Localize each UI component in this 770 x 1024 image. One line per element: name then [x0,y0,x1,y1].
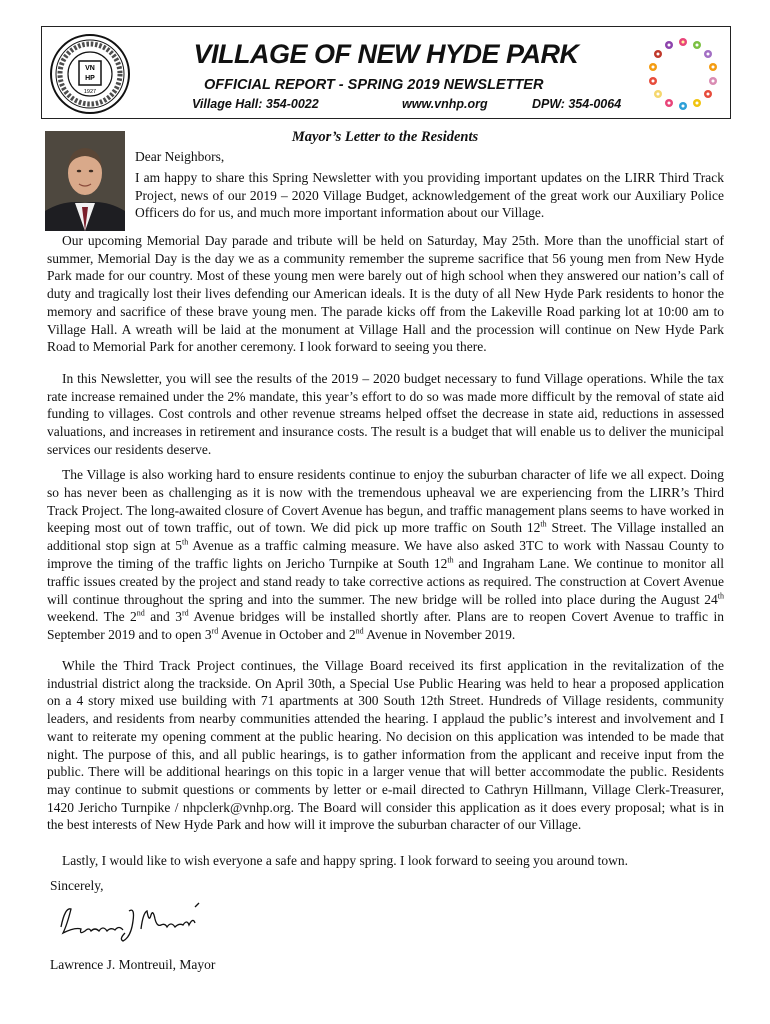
svg-text:VN: VN [85,65,95,72]
signature-icon [55,897,215,947]
village-hall-phone: Village Hall: 354-0022 [192,97,319,111]
flower-ring-icon [642,35,724,113]
mayor-portrait [45,131,125,231]
sign-off: Sincerely, [50,878,104,893]
dpw-phone: DPW: 354-0064 [532,97,622,111]
budget-paragraph: In this Newsletter, you will see the results of the 2019 – 2020 budget necessary to fund Village operations. While the tax rate increase remained under the 2% mandate, this year’s effort to do so was made more difficult by the removal of state aid funding to villages. Cost controls and other revenue streams helped offset the decrease in state aid, reductions in assessed valuations, and increases in retirement and insurance costs. The result is a budget that will enable us to deliver the municipal services our residents deserve. [47,371,724,457]
memorial-day-paragraph: Our upcoming Memorial Day parade and tribute will be held on Saturday, May 25th. More than the unofficial start of summer, Memorial Day is the day we as a community remember the supreme sacrifice that 56 young men from New Hyde Park made for our country. Most of these young men were barely out of high school when they answered our nation’s call of duty and tragically lost their lives defending our American ideals. It is the duty of all New Hyde Park residents to honor the memory and sacrifice of these brave young men. The parade kicks off from the Lakeville Road parking lot at 10:00 am to Village Hall. A wreath will be laid at the monument at Village Hall and the procession will continue on New Hyde Park Road to Memorial Park for another ceremony. I look forward to seeing you there. [47,233,724,355]
public-hearing-paragraph: While the Third Track Project continues, the Village Board received its first application in the revitalization of the industrial district along the trackside. On April 30th, a Special Use Public Hearing was held to hear a proposed application on a 4 story mixed use building with 71 apartments at 300 South 12th Street. Hundreds of Village residents, community leaders, and residents from nearby communities attended the hearing. I applaud the public’s interest and involvement and I want to reiterate my opening comment at the public hearing. No decision on this application was intended to be made that night. The purpose of this, and all public hearings, is to gather information from the applicant and receive input from the public. There will be additional hearings on this topic in a larger venue that will better accommodate the public. Residents may continue to submit questions or comments by letter or e-mail directed to Cathryn Hillmann, Village Clerk-Treasurer, 1420 Jericho Turnpike / nhpclerk@vnhp.org. The Board will consider this application as it does every proposal; what is in the best interests of New Hyde Park and how will it improve the suburban character of our Village. [47,658,724,833]
closing-paragraph: Lastly, I would like to wish everyone a safe and happy spring. I look forward to seeing you around town. [62,853,628,868]
svg-text:HP: HP [85,75,95,82]
signer-name: Lawrence J. Montreuil, Mayor [50,957,216,972]
newsletter-title: VILLAGE OF NEW HYDE PARK [193,39,579,69]
newsletter-header [41,26,731,119]
third-track-paragraph: The Village is also working hard to ensure residents continue to enjoy the suburban character of life we all expect. Doing so has never been as challenging as it is now with the tremendous upheaval we are experiencing from the LIRR’s Third Track Project. The long-awaited closure of Covert Avenue has begun, and traffic management plans seems to have worked in keeping most out of town traffic, out of town. We did pick up more traffic on South 12th Street. The Village installed an additional stop sign at 5th Avenue as a traffic calming measure. We have also asked 3TC to work with Nassau County to improve the timing of the traffic lights on Jericho Turnpike at South 12th and Ingraham Lane. We continue to monitor all traffic issues created by the project and stand ready to take corrective actions as required. The construction at Covert Avenue will continue throughout the spring and into the summer. The new bridge will be rolled into place during the August 24th weekend. The 2nd and 3rd Avenue bridges will be installed shortly after. Plans are to reopen Covert Avenue to traffic in September 2019 and to open 3rd Avenue in October and 2nd Avenue in November 2019. [47,467,724,643]
svg-text:1927: 1927 [83,89,97,95]
newsletter-subtitle: OFFICIAL REPORT - SPRING 2019 NEWSLETTER [204,77,544,93]
intro-paragraph: I am happy to share this Spring Newsletter with you providing important updates on the LIRR Third Track Project, news of our 2019 – 2020 Village Budget, acknowledgement of the great work our Auxiliary Police Officers do for us, and much more important information about our Village. [135,170,724,220]
website-link[interactable]: www.vnhp.org [402,97,488,111]
letter-heading: Mayor’s Letter to the Residents [291,129,479,145]
salutation: Dear Neighbors, [135,149,225,164]
